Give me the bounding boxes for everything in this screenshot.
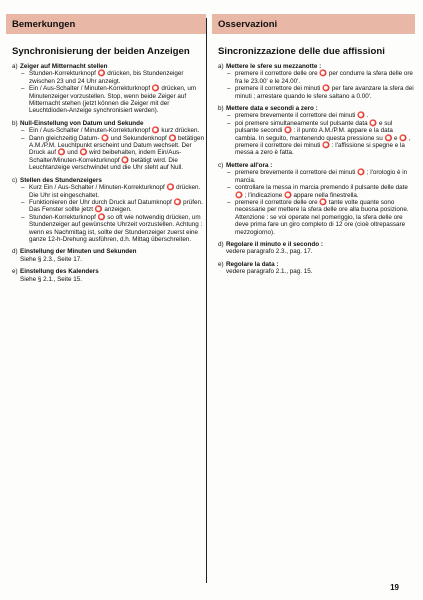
item-title: Regolare il minuto e il secondo :	[226, 240, 323, 248]
bullet-item: – Funktionieren der Uhr durch Druck auf Datumknopf ⭕ prüfen. Das Fenster sollte jetzt ⭕ anzeigen.	[20, 199, 206, 214]
instruction-item	[212, 261, 415, 276]
item-body: vedere paragrafo 2.1., pag. 15.	[226, 268, 313, 276]
item-letter: b)	[218, 105, 224, 113]
item-body: vedere paragrafo 2.3., pag. 17.	[226, 248, 313, 256]
bullet-item: – premere il correttore delle ore ⭕ per condurre la sfera delle ore fra le 23.00' e le 24.00'.	[226, 70, 415, 85]
instruction-list	[6, 63, 206, 283]
bullet-list	[20, 184, 206, 243]
bullet-list	[226, 169, 415, 236]
bullet-item: – premere il correttore delle ore ⭕ tante volte quante sono necessarie per mettere la sfera delle ore alla buona posizione. Attenzione : se voi operate nel pomeriggio, la sfera delle ore deve prima fare un giro completo di 12 ore (cioè oltrepassare mezzogiorno).	[226, 199, 415, 236]
item-body: Siehe § 2.3., Seite 17.	[20, 255, 82, 263]
instruction-item	[212, 105, 415, 157]
item-title: Einstellung der Minuten und Sekunden	[20, 248, 137, 256]
column-header: Bemerkungen	[6, 14, 206, 34]
column-italian	[212, 14, 415, 281]
item-title: Stellen des Stundenzeigers	[20, 176, 102, 184]
instruction-item	[6, 177, 206, 244]
bullet-list	[226, 70, 415, 100]
item-title: Mettere le sfere su mezzanotte :	[226, 63, 322, 70]
item-title: Mettere data e secondi a zero :	[226, 105, 318, 113]
bullet-list	[20, 127, 206, 171]
instruction-item	[6, 268, 206, 283]
bullet-list	[226, 112, 415, 156]
column-divider	[206, 18, 207, 583]
item-letter: b)	[12, 119, 18, 127]
bullet-item: – Stunden-Korrekturknopf ⭕ so oft wie notwendig drücken, um Stundenzeiger auf gewünschte Uhrzeit vorzustellen. Achtung : wenn es Nachmittag ist, sollte der Stundenzeiger zuerst eine ganze 12-h-Drehung ausführen, d.h. Mittag überschreiten.	[20, 214, 206, 244]
instruction-item	[212, 63, 415, 100]
bullet-item: – Dann gleichzeitig Datum- ⭕ und Sekundenknopf ⭕ betätigen A.M./P.M. Leuchtpunkt erscheint und Datum wechselt. Der Druck auf ⭕ und ⭕ wird beibehalten, indem Ein/Aus-Schalter/Minuten-Korrekturknopf ⭕ betätigt wird. Die Leuchtanzeige verschwindet und die Uhr steht auf Null.	[20, 135, 206, 172]
bullet-item: – premere brevemente il correttore dei minuti ⭕ ; l'orologio è in marcia.	[226, 169, 415, 184]
item-title: Zeiger auf Mitternacht stellen	[20, 63, 108, 70]
item-body: Siehe § 2.1., Seite 15.	[20, 275, 82, 283]
bullet-item: – poi premere simultaneamente sul pulsante data ⭕ e sul pulsante secondi ⭕ : il punto A.M./P.M. appare e la data cambia. In seguito, mantenendo questa pressione su ⭕ e ⭕ , premere il correttore dei minuti ⭕ : l'affissione si spegne e la messa a zero è fatta.	[226, 120, 415, 157]
column-header: Osservazioni	[212, 14, 415, 34]
instruction-item	[212, 162, 415, 236]
bullet-item: – premere il correttore dei minuti ⭕ per fare avanzare la sfera dei minuti ; arrestare quando le sfere saltano a 0.00'.	[226, 85, 415, 100]
instruction-item	[6, 248, 206, 263]
section-title: Sincronizzazione delle due affissioni	[218, 46, 385, 57]
bullet-item: – Ein / Aus-Schalter / Minuten-Korrekturknopf ⭕ drücken, um Minutenzeiger vorzustellen. Stop, wenn beide Zeiger auf Mitternacht stehen (jetzt können die Zeiger mit der Leuchtdioden-Anzeige synchronisiert werden).	[20, 85, 206, 115]
item-title: Null-Einstellung von Datum und Sekunde	[20, 119, 144, 127]
item-letter: a)	[12, 63, 18, 70]
item-title: Regolare la data :	[226, 260, 279, 268]
column-german	[6, 14, 206, 288]
instruction-list	[212, 63, 415, 276]
item-title: Mettere all'ora :	[226, 161, 273, 169]
instruction-item	[6, 120, 206, 172]
page-number: 19	[390, 583, 399, 592]
bullet-item: – Stunden-Korrekturknopf ⭕ drücken, bis Stundenzeiger zwischen 23 und 24 Uhr anzeigt.	[20, 70, 206, 85]
bullet-item: – controllare la messa in marcia premendo il pulsante delle date ⭕ ; l'indicazione ⭕ appare nella finestrella.	[226, 184, 415, 199]
instruction-item	[6, 63, 206, 115]
item-letter: d)	[218, 240, 224, 248]
item-letter: c)	[12, 176, 18, 184]
bullet-list	[20, 70, 206, 114]
bullet-item: – Kurz Ein / Aus-Schalter / Minuten-Korrekturknopf ⭕ drücken. Die Uhr ist eingeschaltet.	[20, 184, 206, 199]
bullet-item: – premere brevemente il correttore dei minuti ⭕ .	[226, 112, 415, 119]
item-letter: a)	[218, 63, 224, 70]
item-letter: e)	[218, 260, 224, 268]
item-letter: e)	[12, 268, 18, 276]
item-letter: d)	[12, 248, 18, 256]
bullet-item: – Ein / Aus-Schalter / Minuten-Korrekturknopf ⭕ kurz drücken.	[20, 127, 206, 134]
item-letter: c)	[218, 161, 224, 169]
item-title: Einstellung des Kalenders	[20, 268, 99, 276]
instruction-item	[212, 241, 415, 256]
section-title: Synchronisierung der beiden Anzeigen	[12, 46, 190, 57]
